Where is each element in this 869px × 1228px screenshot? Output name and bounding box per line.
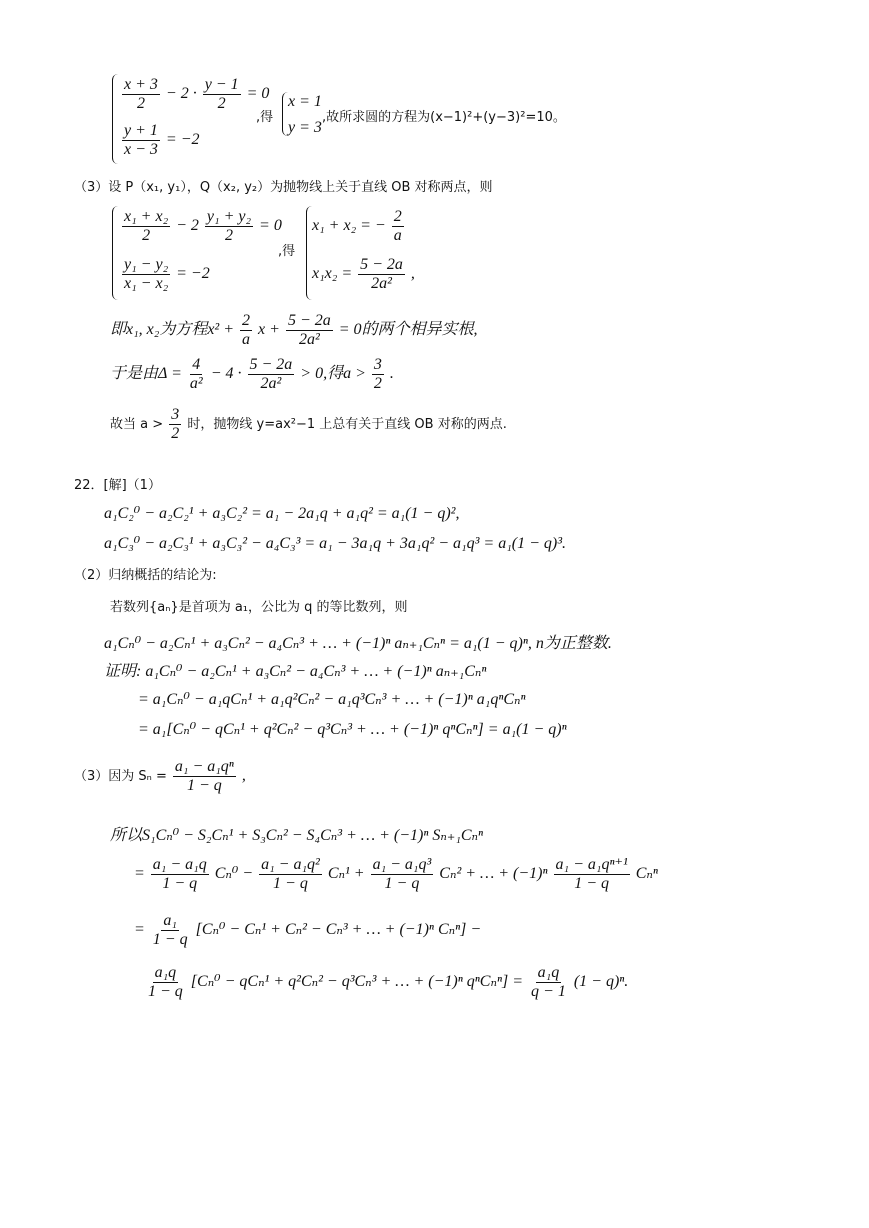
fraction	[286, 312, 333, 349]
fraction	[122, 256, 170, 293]
equals: = −2	[165, 131, 200, 149]
denominator: 1 − q	[152, 931, 188, 948]
eq-system-1-row2	[120, 122, 200, 159]
text: (1 − q)ⁿ.	[573, 973, 629, 991]
q22-sum-line4	[144, 964, 628, 1001]
fraction	[173, 758, 236, 795]
text: 故当 a >	[110, 417, 164, 432]
q22-part2-header: （2）归纳概括的结论为:	[74, 568, 217, 583]
numerator: a₁ − a₁qⁿ	[174, 758, 234, 775]
denominator: 1 − q	[384, 875, 420, 892]
operator: − 2	[176, 217, 199, 235]
denominator: a	[393, 227, 402, 244]
numerator: 2	[242, 312, 251, 329]
solution-x: x = 1	[288, 93, 322, 110]
fraction	[122, 122, 160, 159]
fraction	[371, 856, 434, 893]
lhs: x₁x₂ =	[312, 265, 353, 283]
denominator: x₁ − x₂	[124, 275, 169, 292]
denominator: 2a²	[371, 275, 392, 292]
fraction	[358, 256, 405, 293]
q22-proof-line3: = a₁[Cₙ⁰ − qCₙ¹ + q²Cₙ² − q³Cₙ³ + … + (−1)ⁿ qⁿCₙⁿ] = a₁(1 − q)ⁿ	[138, 721, 567, 738]
fraction	[122, 76, 160, 113]
denominator: 2	[171, 425, 180, 442]
brace-left-1	[112, 74, 119, 164]
fraction	[372, 356, 384, 393]
numerator: y₁ − y₂	[124, 256, 169, 273]
text: Cₙ⁰ −	[214, 865, 254, 883]
numerator: a₁ − a₁qⁿ⁺¹	[555, 856, 628, 873]
fraction	[122, 208, 170, 245]
line-roots	[110, 312, 478, 349]
text: .	[389, 365, 394, 383]
denominator: q − 1	[531, 983, 566, 1000]
eq-system-1-row1	[120, 76, 269, 113]
q22-line2: a₁C₃⁰ − a₂C₃¹ + a₃C₃² − a₄C₃³ = a₁ − 3a₁q + 3a₁q² − a₁q³ = a₁(1 − q)³.	[104, 535, 567, 552]
numerator: 4	[192, 356, 201, 373]
numerator: a₁q	[537, 964, 560, 981]
text: 于是由Δ =	[110, 365, 182, 383]
text: （3）因为 Sₙ =	[74, 769, 167, 785]
numerator: y − 1	[204, 76, 239, 93]
numerator: y₁ + y₂	[206, 208, 252, 225]
numerator: a₁ − a₁q²	[261, 856, 320, 873]
denominator: x − 3	[124, 141, 158, 158]
fraction	[248, 356, 295, 393]
numerator: a₁ − a₁q	[152, 856, 207, 873]
text: Cₙ² + … + (−1)ⁿ	[439, 865, 548, 883]
fraction	[529, 964, 568, 1001]
denominator: 2a²	[260, 375, 282, 392]
numerator: 3	[171, 406, 180, 423]
lhs: x₁ + x₂ = −	[312, 217, 386, 235]
connector-de-1: ,得	[256, 110, 274, 125]
denominator: 2	[373, 375, 382, 392]
q22-proof-line1: 证明: a₁Cₙ⁰ − a₂Cₙ¹ + a₃Cₙ² − a₄Cₙ³ + … + (−1)ⁿ aₙ₊₁Cₙⁿ	[104, 663, 487, 680]
line-conclusion-parabola	[110, 406, 507, 443]
denominator: 2	[224, 227, 233, 244]
denominator: 1 − q	[148, 983, 183, 1000]
numerator: a₁	[163, 912, 177, 929]
denominator: 2	[136, 95, 145, 112]
denominator: 2	[217, 95, 226, 112]
text: 即x₁, x₂为方程x² +	[110, 321, 235, 339]
text: 时，抛物线 y=ax²−1 上总有关于直线 OB 对称的两点.	[187, 417, 507, 432]
equals: = 0	[259, 217, 282, 235]
denominator: 2a²	[298, 331, 320, 348]
denominator: a²	[189, 375, 203, 392]
text: Cₙⁿ	[635, 865, 658, 883]
fraction	[240, 312, 252, 349]
part3-intro: （3）设 P（x₁, y₁），Q（x₂, y₂）为抛物线上关于直线 OB 对称两点，则	[74, 180, 493, 195]
operator: − 2 ·	[165, 85, 197, 103]
connector-de-2: ,得	[278, 244, 296, 259]
fraction	[392, 208, 404, 245]
solution-y: y = 3	[288, 119, 322, 136]
eq-system-2-row2	[120, 256, 210, 293]
fraction	[151, 912, 190, 949]
q22-part2-statement: 若数列{aₙ}是首项为 a₁，公比为 q 的等比数列，则	[110, 600, 408, 615]
q22-sum-line2	[134, 856, 658, 893]
equals: = 0	[246, 85, 270, 103]
q22-sum-line3	[134, 912, 481, 949]
equals: = −2	[176, 265, 210, 283]
punct: ,	[410, 265, 415, 283]
equals: =	[134, 921, 145, 939]
eq-system-2-row1	[120, 208, 282, 245]
numerator: a₁q	[154, 964, 177, 981]
fraction	[259, 856, 322, 893]
brace-left-3	[112, 206, 119, 300]
text: Cₙ¹ +	[327, 865, 365, 883]
text: = 0的两个相异实根,	[338, 321, 478, 339]
text: [Cₙ⁰ − qCₙ¹ + q²Cₙ² − q³Cₙ³ + … + (−1)ⁿ qⁿCₙⁿ] =	[190, 973, 524, 991]
root-product	[312, 256, 415, 293]
denominator: a	[242, 331, 251, 348]
numerator: a₁ − a₁q³	[372, 856, 432, 873]
fraction	[151, 856, 209, 893]
text: x +	[258, 321, 280, 339]
text: [Cₙ⁰ − Cₙ¹ + Cₙ² − Cₙ³ + … + (−1)ⁿ Cₙⁿ] −	[195, 921, 482, 939]
q22-line1: a₁C₂⁰ − a₂C₂¹ + a₃C₂² = a₁ − 2a₁q + a₁q² = a₁(1 − q)²,	[104, 505, 460, 522]
numerator: 5 − 2a	[249, 356, 293, 373]
punct: ,	[241, 767, 246, 785]
denominator: 1 − q	[162, 875, 198, 892]
numerator: 3	[373, 356, 382, 373]
fraction	[188, 356, 205, 393]
q22-proof-line2: = a₁Cₙ⁰ − a₁qCₙ¹ + a₁q²Cₙ² − a₁q³Cₙ³ + … + (−1)ⁿ a₁qⁿCₙⁿ	[138, 691, 526, 708]
q22-sum-line1: 所以S₁Cₙ⁰ − S₂Cₙ¹ + S₃Cₙ² − S₄Cₙ³ + … + (−1)ⁿ Sₙ₊₁Cₙⁿ	[110, 827, 484, 844]
denominator: 1 − q	[186, 777, 222, 794]
fraction	[203, 76, 241, 113]
fraction	[205, 208, 253, 245]
q22-part3-sn	[74, 758, 246, 795]
numerator: y + 1	[124, 122, 158, 139]
equals: =	[134, 865, 145, 883]
line-discriminant	[110, 356, 394, 393]
numerator: x + 3	[124, 76, 158, 93]
numerator: 5 − 2a	[360, 256, 403, 273]
text: − 4 ·	[210, 365, 242, 383]
numerator: x₁ + x₂	[124, 208, 169, 225]
text: > 0,得a >	[300, 365, 366, 383]
conclusion-circle: ,故所求圆的方程为(x−1)²+(y−3)²=10。	[322, 110, 566, 125]
denominator: 1 − q	[273, 875, 308, 892]
q22-header: 22．[解]（1）	[74, 478, 161, 493]
denominator: 2	[142, 227, 151, 244]
fraction	[554, 856, 630, 893]
numerator: 2	[393, 208, 402, 225]
fraction	[146, 964, 185, 1001]
fraction	[169, 406, 181, 443]
numerator: 5 − 2a	[287, 312, 331, 329]
denominator: 1 − q	[574, 875, 610, 892]
q22-part2-equation: a₁Cₙ⁰ − a₂Cₙ¹ + a₃Cₙ² − a₄Cₙ³ + … + (−1)ⁿ aₙ₊₁Cₙⁿ = a₁(1 − q)ⁿ, n为正整数.	[104, 635, 612, 652]
root-sum	[312, 208, 406, 245]
